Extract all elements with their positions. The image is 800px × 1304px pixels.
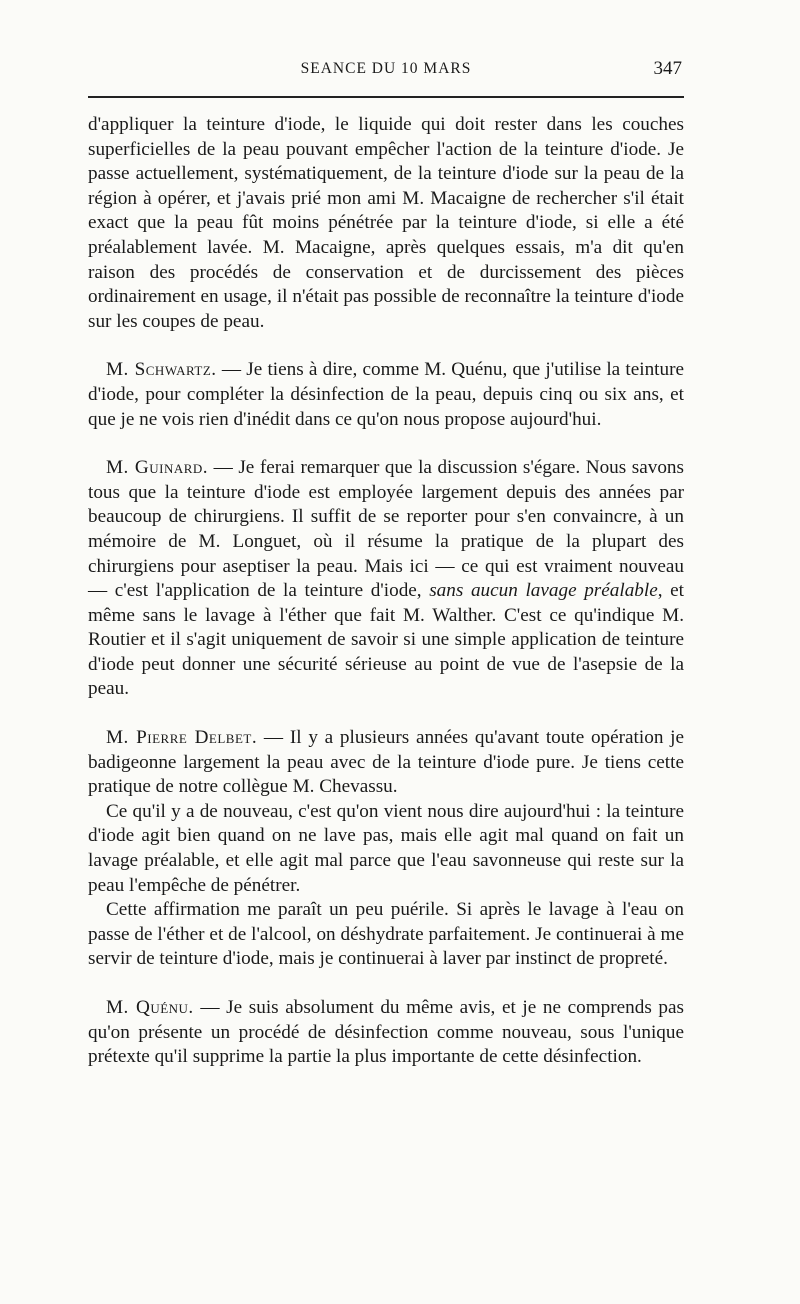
paragraph-text: — Il y a plusieurs années qu'avant toute opération je badigeonne largement la peau avec de la teinture d'iode pure. Je tiens cette pratique de notre collègue M. Chevassu. xyxy=(88,727,685,798)
paragraph-text: — Je suis absolument du même avis, et je ne comprends pas qu'on présente un procédé de désinfection comme nouveau, sous l'unique prétexte qu'il supprime la partie la plus importante de cette désinfection. xyxy=(88,997,684,1068)
speaker-name: M. Guinard. xyxy=(106,457,209,479)
paragraph-text: Cette affirmation me paraît un peu puérile. Si après le lavage à l'eau on passe de l'éther et de l'alcool, on déshydrate parfaitement. Je continuerai à me servir de teinture d'iode, mais je continuerai à laver par instinct de propreté. xyxy=(88,899,684,970)
speaker-name: M. Pierre Delbet. xyxy=(106,727,258,749)
paragraph-quenu xyxy=(88,996,684,1070)
paragraph-text: — Je tiens à dire, comme M. Quénu, que j'utilise la teinture d'iode, pour compléter la désinfection de la peau, depuis cinq ou six ans, et que je ne vois rien d'inédit dans ce qu'on nous propose aujourd'hui. xyxy=(88,359,685,430)
page-header xyxy=(88,60,684,86)
paragraph-delbet xyxy=(88,726,684,800)
header-rule xyxy=(88,96,684,98)
paragraph-guinard xyxy=(88,456,684,702)
running-title: SEANCE DU 10 MARS xyxy=(300,60,472,77)
paragraph-schwartz xyxy=(88,358,684,432)
paragraph-text: — Je ferai remarquer que la discussion s'égare. Nous savons tous que la teinture d'iode est employée largement depuis des années par beaucoup de chirurgiens. Il suffit de se reporter pour s'en convaincre, à un mémoire de M. Longuet, où il résume la pratique de la plupart des chirurgiens pour aseptiser la peau. Mais ici — ce qui est vraiment nouveau — c'est l'application de la teinture d'iode, xyxy=(88,457,684,602)
paragraph-text: d'appliquer la teinture d'iode, le liquide qui doit rester dans les couches superficielles de la peau pouvant empêcher l'action de la teinture d'iode. Je passe actuellement, systématiquement, de la teinture d'iode sur la peau de la région à opérer, et j'avais prié mon ami M. Macaigne de rechercher s'il était exact que la peau fût moins pénétrée par la teinture d'iode, si elle a été préalablement lavée. M. Macaigne, après quelques essais, m'a dit qu'en raison des procédés de conservation et de durcissement des pièces ordinairement en usage, il n'était pas possible de reconnaître la teinture d'iode sur les coupes de peau. xyxy=(88,114,684,332)
page-number: 347 xyxy=(653,58,682,79)
paragraph-text: Ce qu'il y a de nouveau, c'est qu'on vient nous dire aujourd'hui : la teinture d'iode agit bien quand on ne lave pas, mais elle agit mal quand on fait un lavage préalable, et elle agit mal parce que l'eau savonneuse qui reste sur la peau l'empêche de pénétrer. xyxy=(88,800,684,896)
page-body xyxy=(88,113,684,1070)
paragraph-continuation xyxy=(88,113,684,334)
paragraph-delbet-conclusion xyxy=(88,898,684,972)
speaker-name: M. Quénu. xyxy=(106,997,194,1018)
paragraph-text: , et même sans le lavage à l'éther que fait M. Walther. C'est ce qu'indique M. Routier et il s'agit uniquement de savoir si une simple application de teinture d'iode peut donner une sécurité sérieuse au point de vue de l'asepsie de la peau. xyxy=(88,580,685,700)
speaker-name: M. Schwartz. xyxy=(106,359,217,381)
paragraph-delbet-continued xyxy=(88,800,684,898)
emphasized-text: sans aucun lavage préalable xyxy=(429,580,658,602)
